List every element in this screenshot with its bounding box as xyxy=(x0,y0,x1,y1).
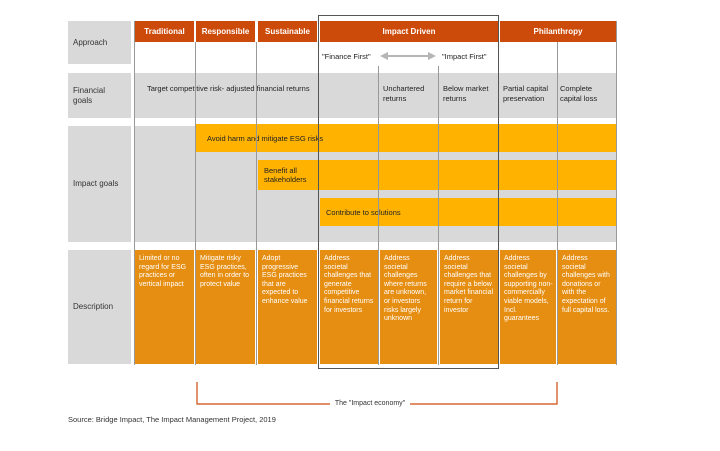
header-impact-driven: Impact Driven xyxy=(320,21,498,42)
description-sustainable: Adopt progressive ESG practices that are expected to enhance value xyxy=(258,250,317,364)
impact-economy-label: The "Impact economy" xyxy=(334,400,406,407)
description-below-market: Address societal challenges that require a below market financial return for investor xyxy=(440,250,498,364)
financial-goal-complete: Complete capital loss xyxy=(560,84,598,103)
financial-goal-target: Target competitive risk- adjusted financial returns xyxy=(147,84,310,93)
row-label-description: Description xyxy=(68,250,131,364)
description-traditional: Limited or no regard for ESG practices or vertical impact xyxy=(135,250,194,364)
description-unchartered: Address societal challenges where returns are unknown, or investors risks largely unknown xyxy=(380,250,437,364)
header-sustainable: Sustainable xyxy=(258,21,317,42)
row-label-financial-goals: Financial goals xyxy=(68,73,131,118)
header-traditional: Traditional xyxy=(135,21,194,42)
source-note: Source: Bridge Impact, The Impact Management Project, 2019 xyxy=(68,415,276,424)
financial-goal-partial: Partial capital preservation xyxy=(503,84,549,103)
bar-contribute-solutions: Contribute to solutions xyxy=(320,198,617,226)
subheader-impact-first: "Impact First" xyxy=(442,52,487,61)
subheader-finance-first: "Finance First" xyxy=(322,52,371,61)
description-finance-first: Address societal challenges that generate competitive financial returns for investors xyxy=(320,250,378,364)
bar-avoid-harm: Avoid harm and mitigate ESG risks xyxy=(196,124,617,152)
financial-goal-unchartered: Unchartered returns xyxy=(383,84,425,103)
description-philanthropy-complete: Address societal challenges with donations or with the expectation of full capital loss. xyxy=(558,250,616,364)
row-label-approach: Approach xyxy=(68,21,131,64)
financial-goal-below-market: Below market returns xyxy=(443,84,489,103)
description-philanthropy-partial: Address societal challenges by supporting non-commercially viable models, Incl. guarantees xyxy=(500,250,556,364)
bar-benefit-stakeholders: Benefit all stakeholders xyxy=(258,160,617,190)
row-label-impact-goals: Impact goals xyxy=(68,126,131,242)
description-responsible: Mitigate risky ESG practices, often in order to protect value xyxy=(196,250,255,364)
header-philanthropy: Philanthropy xyxy=(500,21,616,42)
header-responsible: Responsible xyxy=(196,21,255,42)
